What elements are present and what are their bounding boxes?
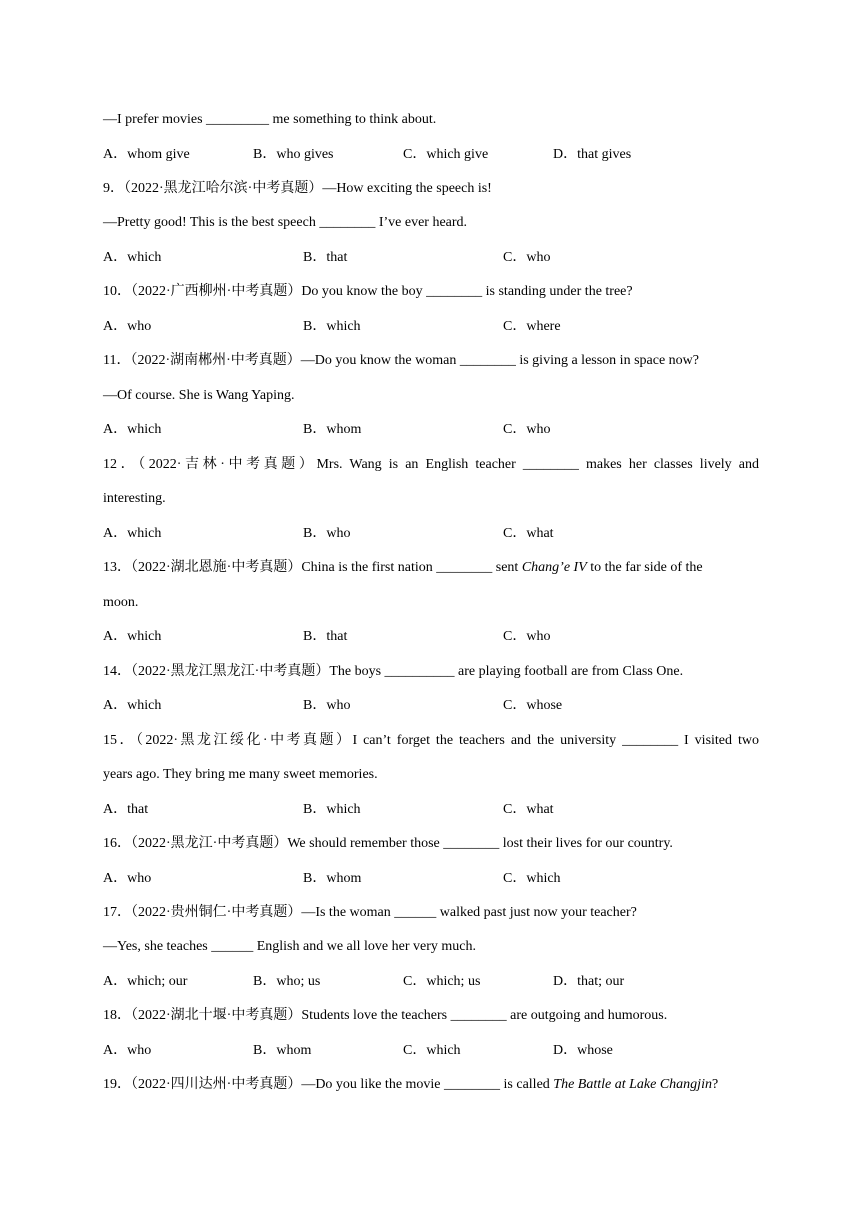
q13-options [103,628,759,646]
q19-stem [103,1076,759,1094]
q9-stem: 9．（2022·黑龙江哈尔滨·中考真题）—How exciting the speech is! [103,181,492,196]
q12-stem-line2: interesting. [103,491,166,506]
q16-option-a: A．who [103,871,152,886]
q19-stem-post: ? [711,1077,719,1092]
q19-stem-italic: The Battle at Lake Changjin [553,1077,712,1092]
q14-option-c: C．whose [503,698,563,713]
q9-option-a: A．which [103,250,162,265]
q17-option-a: A．which; our [103,974,188,989]
q8-reply: —I prefer movies _________ me something to think about. [103,112,437,127]
q12-option-a: A．which [103,526,162,541]
q11-stem: 11．（2022·湖南郴州·中考真题）—Do you know the woman ________ is giving a lesson in space now? [103,353,699,368]
q17-option-c: C．which; us [403,974,481,989]
q17-option-d: D．that; our [553,974,625,989]
q15-option-a: A．that [103,802,149,817]
q18-option-d: D．whose [553,1043,613,1058]
q17-options [103,973,759,991]
q13-option-a: A．which [103,629,162,644]
q15-options [103,801,759,819]
q11-options [103,421,759,439]
q13-option-b: B．that [303,629,348,644]
q8-options [103,146,759,164]
q9-reply: —Pretty good! This is the best speech ________ I’ve ever heard. [103,215,468,230]
q11-option-b: B．whom [303,422,362,437]
q15-stem-line1: 15．（2022·黑龙江绥化·中考真题）I can’t forget the teachers and the university ________ I visited two [103,733,759,748]
q9-options [103,249,759,267]
q18-option-c: C．which [403,1043,461,1058]
q8-option-c: C．which give [403,147,489,162]
q13-option-c: C．who [503,629,551,644]
q12-option-b: B．who [303,526,351,541]
q17-stem: 17．（2022·贵州铜仁·中考真题）—Is the woman ______ walked past just now your teacher? [103,905,637,920]
q12-stem-line1: 12．（2022·吉林·中考真题）Mrs. Wang is an English teacher ________ makes her classes lively and [103,457,759,472]
q13-stem-line1 [103,559,759,577]
q16-option-c: C．which [503,871,561,886]
q15-stem-line2: years ago. They bring me many sweet memories. [103,767,378,782]
q12-option-c: C．what [503,526,554,541]
q14-options [103,697,759,715]
q16-options [103,870,759,888]
q12-options [103,525,759,543]
q11-reply: —Of course. She is Wang Yaping. [103,388,295,403]
q11-option-a: A．which [103,422,162,437]
q19-stem-pre: 19．（2022·四川达州·中考真题）—Do you like the movie ________ is called [103,1077,554,1092]
q9-option-b: B．that [303,250,348,265]
q11-option-c: C．who [503,422,551,437]
q14-stem: 14．（2022·黑龙江黑龙江·中考真题）The boys __________ are playing football are from Class One. [103,664,684,679]
q18-stem: 18．（2022·湖北十堰·中考真题）Students love the teachers ________ are outgoing and humorous. [103,1008,668,1023]
q13-stem-line2: moon. [103,595,139,610]
q18-option-b: B．whom [253,1043,312,1058]
q15-option-b: B．which [303,802,361,817]
q14-option-a: A．which [103,698,162,713]
q15-option-c: C．what [503,802,554,817]
q14-option-b: B．who [303,698,351,713]
q8-option-d: D．that gives [553,147,632,162]
q13-stem-italic: Chang’e IV [521,560,587,575]
q16-option-b: B．whom [303,871,362,886]
q13-stem-pre: 13．（2022·湖北恩施·中考真题）China is the first nation ________ sent [103,560,522,575]
q8-option-b: B．who gives [253,147,334,162]
q16-stem: 16．（2022·黑龙江·中考真题）We should remember those ________ lost their lives for our country. [103,836,673,851]
q10-option-a: A．who [103,319,152,334]
q18-options [103,1042,759,1060]
q17-reply: —Yes, she teaches ______ English and we all love her very much. [103,939,476,954]
q9-option-c: C．who [503,250,551,265]
q18-option-a: A．who [103,1043,152,1058]
q8-option-a: A．whom give [103,147,190,162]
q10-options [103,318,759,336]
q10-stem: 10．（2022·广西柳州·中考真题）Do you know the boy ________ is standing under the tree? [103,284,633,299]
q10-option-b: B．which [303,319,361,334]
q13-stem-post: to the far side of the [586,560,703,575]
q17-option-b: B．who; us [253,974,321,989]
q10-option-c: C．where [503,319,561,334]
